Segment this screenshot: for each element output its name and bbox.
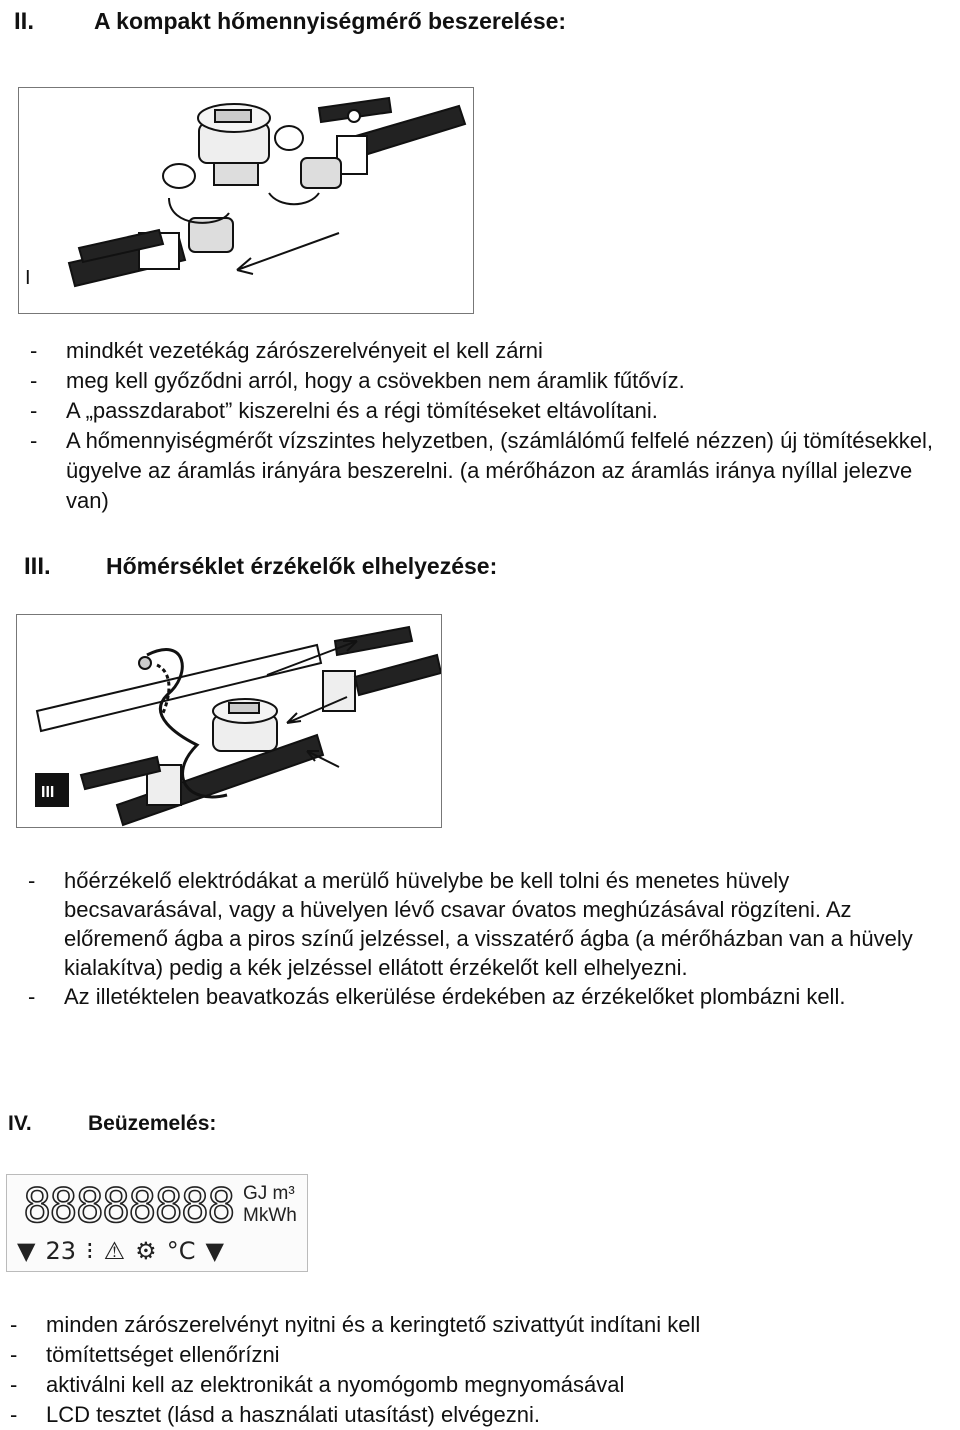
installation-figure — [18, 87, 474, 314]
section-2-bullets — [24, 336, 949, 516]
list-item: - LCD tesztet (lásd a használati utasítást) elvégezni. — [4, 1400, 904, 1430]
list-item: - A „passzdarabot” kiszerelni és a régi tömítéseket eltávolítani. — [24, 396, 949, 426]
section-3-title: Hőmérséklet érzékelők elhelyezése: — [106, 553, 498, 579]
list-item: - Az illetéktelen beavatkozás elkerülése érdekében az érzékelőket plombázni kell. — [22, 982, 927, 1011]
gear-icon: ⚙ — [135, 1237, 157, 1265]
list-item: - minden zárószerelvényt nyitni és a keringtető szivattyút indítani kell — [4, 1310, 904, 1340]
arrow-down-icon: ▼ — [205, 1237, 224, 1265]
meter-installation-illustration — [19, 88, 473, 313]
list-item: - meg kell győződni arról, hogy a csövekben nem áramlik fűtővíz. — [24, 366, 949, 396]
list-item: - hőérzékelő elektródákat a merülő hüvelybe be kell tolni és menetes hüvely becsavarásával, vagy a hüvelyen lévő csavar óvatos meghúzásával rögzíteni. Az előremenő ágba a piros színű jelzéssel, a visszatérő ágba (a mérőházban van a hüvely kialakítva) pedig a kék jelzéssel ellátott érzékelőt kell elhelyezni. — [22, 866, 927, 982]
figure-badge: III — [41, 784, 55, 801]
section-4-heading — [8, 1112, 216, 1136]
figure-corner-label: I — [25, 267, 31, 289]
bars-icon: ⁝ — [86, 1237, 94, 1265]
lcd-unit-bottom: MkWh — [243, 1205, 297, 1226]
section-4-bullets — [4, 1310, 904, 1430]
lcd-status-row — [17, 1237, 224, 1265]
list-item: - A hőmennyiségmérőt vízszintes helyzetben, (számlálómű felfelé nézzen) új tömítésekkel, ügyelve az áramlás irányára beszerelni. (a mérőházon az áramlás iránya nyíllal jelezve van) — [24, 426, 949, 516]
section-3-number: III. — [24, 553, 51, 580]
sensor-placement-figure — [16, 614, 442, 828]
list-item: - aktiválni kell az elektronikát a nyomógomb megnyomásával — [4, 1370, 904, 1400]
warning-icon: ⚠ — [103, 1237, 126, 1265]
list-item: - tömítettséget ellenőrízni — [4, 1340, 904, 1370]
lcd-digits: 88888888 — [23, 1179, 234, 1234]
section-2-heading — [14, 8, 566, 36]
section-2-number: II. — [14, 8, 35, 35]
sensor-placement-illustration — [17, 615, 441, 827]
section-3-heading — [24, 553, 497, 581]
section-4-title: Beüzemelés: — [88, 1112, 217, 1135]
section-3-bullets — [22, 866, 927, 1011]
celsius-label: °C — [166, 1237, 196, 1265]
list-item: - mindkét vezetékág zárószerelvényeit el kell zárni — [24, 336, 949, 366]
arrow-down-icon: ▼ — [17, 1237, 36, 1265]
lcd-unit-top: GJ m³ — [243, 1183, 295, 1204]
section-4-number: IV. — [8, 1112, 32, 1135]
lcd-units — [243, 1183, 297, 1227]
lcd-display — [6, 1174, 308, 1272]
lcd-status-number: 23 — [45, 1237, 77, 1265]
section-2-title: A kompakt hőmennyiségmérő beszerelése: — [94, 8, 567, 34]
